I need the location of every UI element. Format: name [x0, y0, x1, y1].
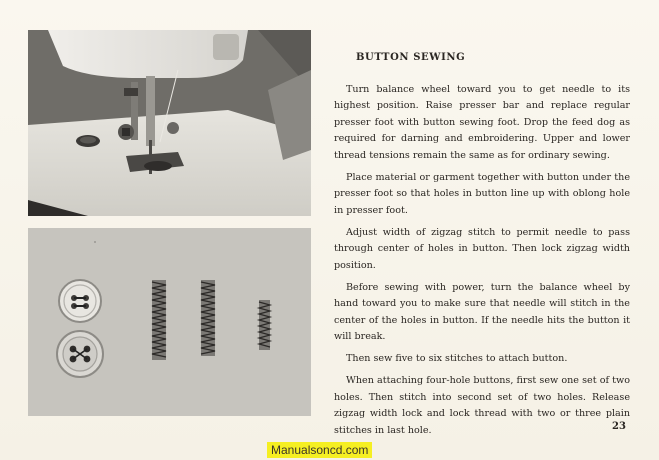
four-hole-button-icon — [57, 331, 103, 377]
instruction-paragraph: Place material or garment together with button under the presser foot so that holes in button line up with oblong hole in presser foot. — [334, 171, 630, 216]
zigzag-stitch-sample-3 — [259, 300, 270, 350]
stitch-samples-photo — [28, 228, 311, 416]
instruction-paragraph: Then sew five to six stitches to attach button. — [346, 353, 568, 365]
instruction-paragraph: When attaching four-hole buttons, first sew one set of two holes. Then stitch into second set of two holes. Release zigzag width lock and lock thread with two or three plain stitches in last hole. — [334, 375, 630, 436]
watermark-banner: Manualsoncd.com — [267, 442, 372, 458]
zigzag-stitch-sample-2 — [201, 280, 215, 356]
page-number: 23 — [612, 421, 626, 432]
zigzag-stitch-sample-1 — [152, 280, 166, 360]
stitch-samples-illustration — [28, 228, 311, 416]
two-hole-button-icon — [59, 280, 101, 322]
sewing-machine-photo — [28, 30, 311, 216]
instruction-paragraph: Adjust width of zigzag stitch to permit needle to pass through center of holes in button. Then lock zigzag width position. — [334, 226, 630, 271]
instruction-paragraph: Turn balance wheel toward you to get needle to its highest position. Raise presser bar and replace regular presser foot with button sewing foot. Drop the feed dog as required for darning and embroidering. Upper and lower thread tensions remain the same as for ordinary sewing. — [334, 84, 630, 161]
instructions-body — [334, 82, 630, 445]
section-heading: BUTTON SEWING — [356, 52, 466, 63]
sewing-machine-illustration — [28, 30, 311, 216]
instruction-paragraph: Before sewing with power, turn the balance wheel by hand toward you to make sure that needle will stitch in the center of the holes in button. If the needle hits the button it will break. — [334, 281, 630, 343]
